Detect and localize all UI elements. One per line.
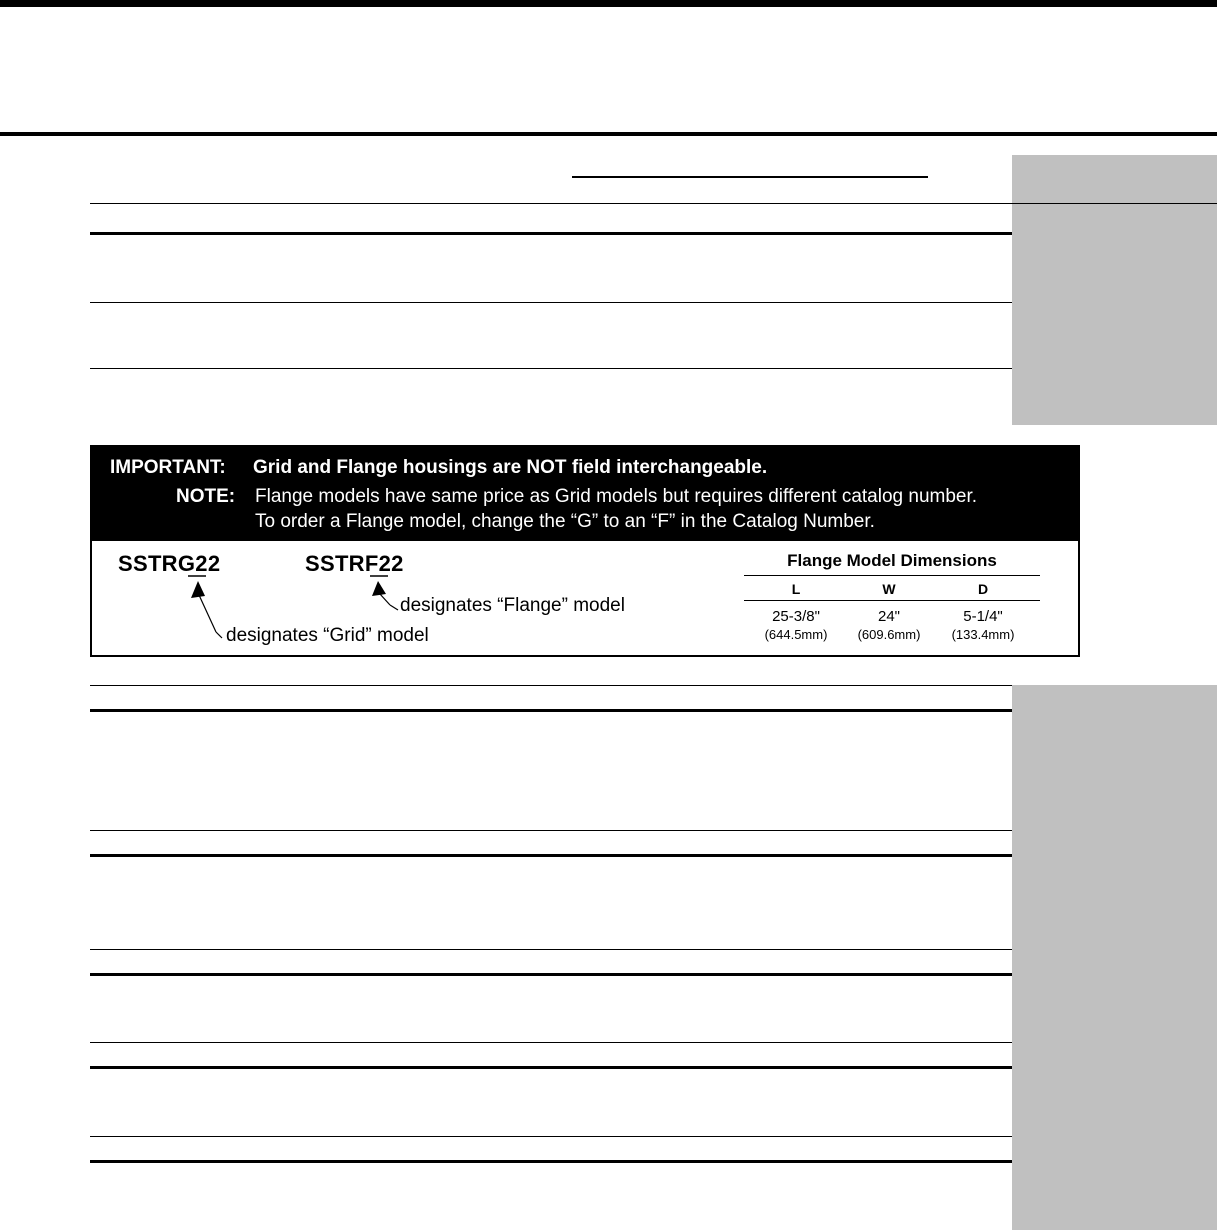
dimension-header-l: L <box>791 581 801 597</box>
section-rule-5 <box>90 685 1012 686</box>
important-notice-box <box>90 445 1080 657</box>
dimension-header-w: W <box>882 581 896 597</box>
dimension-value-l: 25-3/8" <box>772 608 820 625</box>
section-rule-13 <box>90 1136 1012 1137</box>
side-panel-bottom <box>1012 685 1217 1230</box>
dimension-metric-d: (133.4mm) <box>951 627 1015 642</box>
section-rule-11 <box>90 1042 1012 1043</box>
section-rule-3 <box>90 302 1012 303</box>
dimensions-title-rule <box>744 575 1040 576</box>
dimension-value-d: 5-1/4" <box>963 608 1003 625</box>
section-rule-9 <box>90 949 1012 950</box>
top-border-rule <box>0 0 1217 7</box>
flange-dimensions-title: Flange Model Dimensions <box>787 551 997 570</box>
section-rule-7 <box>90 830 1012 831</box>
section-rule-12 <box>90 1066 1012 1069</box>
section-rule-2 <box>90 232 1012 235</box>
section-rule-6 <box>90 709 1012 712</box>
flange-arrow-shaft <box>380 594 390 605</box>
section-rule-1 <box>90 203 1217 204</box>
note-line-2: To order a Flange model, change the “G” to an “F” in the Catalog Number. <box>255 511 875 532</box>
grid-arrow-foot <box>216 632 222 638</box>
grid-arrow-shaft <box>199 595 216 632</box>
dimension-value-w: 24" <box>877 608 900 625</box>
dimensions-header-rule <box>744 600 1040 601</box>
important-text: Grid and Flange housings are NOT field interchangeable. <box>253 457 768 478</box>
header-bottom-rule <box>0 132 1217 136</box>
grid-arrow-head <box>191 581 205 598</box>
flange-arrow-foot <box>390 605 398 610</box>
section-rule-8 <box>90 854 1012 857</box>
note-label: NOTE: <box>176 486 236 507</box>
flange-designation-text: designates “Flange” model <box>400 595 625 616</box>
flange-model-number: SSTRF22 <box>305 551 404 576</box>
flange-arrow-head <box>372 581 386 596</box>
section-rule-14 <box>90 1160 1012 1163</box>
note-line-1: Flange models have same price as Grid models but requires different catalog number. <box>255 486 978 507</box>
dimension-metric-l: (644.5mm) <box>764 627 828 642</box>
title-underline <box>572 176 928 178</box>
side-panel-top <box>1012 155 1217 425</box>
designation-arrows <box>92 447 792 659</box>
section-rule-4 <box>90 368 1012 369</box>
grid-model-number: SSTRG22 <box>118 551 221 576</box>
section-rule-10 <box>90 973 1012 976</box>
dimension-header-d: D <box>977 581 989 597</box>
important-label: IMPORTANT: <box>110 457 226 478</box>
grid-designation-text: designates “Grid” model <box>226 625 429 646</box>
dimension-metric-w: (609.6mm) <box>857 627 921 642</box>
